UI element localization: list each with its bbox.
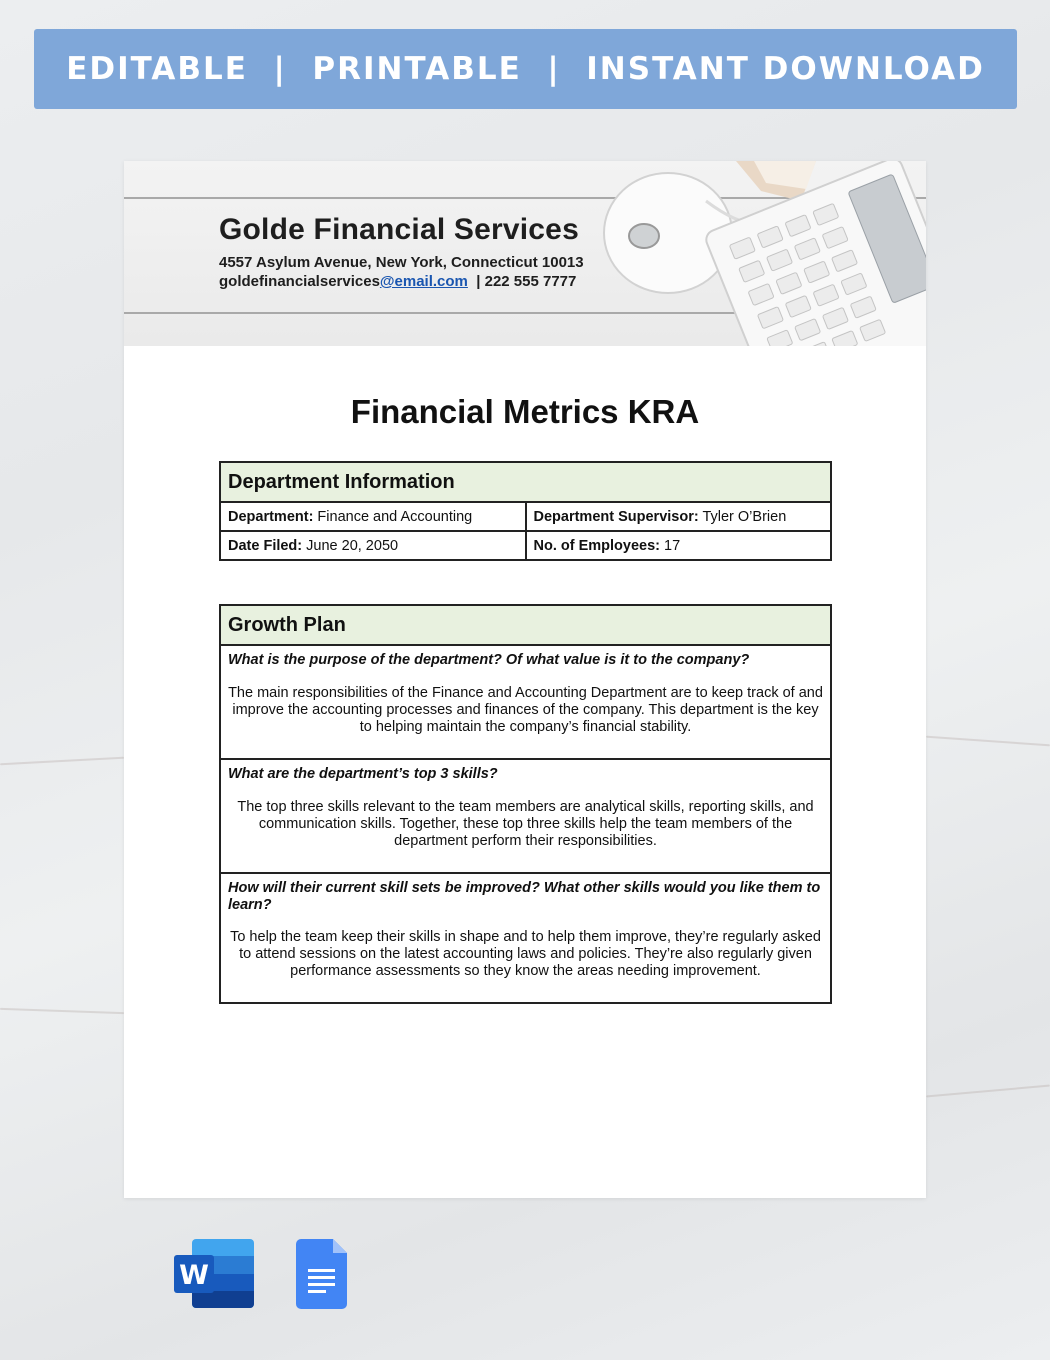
supervisor-value: Tyler O’Brien bbox=[698, 508, 787, 525]
growth-plan-section bbox=[220, 759, 831, 873]
growth-plan-question: How will their current skill sets be improved? What other skills would you like them to learn? bbox=[228, 880, 821, 913]
employees-cell bbox=[526, 531, 832, 560]
company-info bbox=[219, 213, 584, 291]
supervisor-label: Department Supervisor: bbox=[533, 508, 699, 525]
growth-plan-answer: The main responsibilities of the Finance and Accounting Department are to keep track of and improve the accounting processes and finances of the company. This department is the key to helping maintain the company’s financial stability. bbox=[228, 685, 823, 735]
letterhead-header bbox=[124, 161, 926, 346]
employees-value: 17 bbox=[660, 537, 681, 554]
date-filed-cell bbox=[220, 531, 526, 560]
growth-plan-question: What are the department’s top 3 skills? bbox=[228, 766, 498, 782]
banner-text: EDITABLE | PRINTABLE | INSTANT DOWNLOAD bbox=[66, 51, 985, 87]
word-letter: W bbox=[179, 1260, 209, 1291]
company-name: Golde Financial Services bbox=[219, 213, 579, 246]
growth-plan-section bbox=[220, 645, 831, 759]
document-title: Financial Metrics KRA bbox=[350, 393, 700, 430]
company-phone: | 222 555 7777 bbox=[472, 273, 577, 290]
mouse-wheel bbox=[629, 224, 659, 248]
growth-plan-section bbox=[220, 873, 831, 1003]
growth-plan-answer: The top three skills relevant to the team members are analytical skills, reporting skills, and communication skills. Together, these top three skills help the team members of the department perform their responsibilities. bbox=[237, 799, 814, 849]
calculator-icon bbox=[703, 161, 926, 346]
supervisor-cell bbox=[526, 502, 832, 531]
growth-plan-answer: To help the team keep their skills in shape and to help them improve, they’re regularly asked to attend sessions on the latest accounting laws and policies. They’re also regularly given performance assessments so they know the areas needing improvement. bbox=[230, 929, 821, 979]
marble-vein bbox=[926, 1085, 1050, 1098]
growth-plan-question: What is the purpose of the department? Of what value is it to the company? bbox=[228, 652, 750, 668]
calculator-mouse-photo bbox=[586, 161, 926, 346]
department-value: Finance and Accounting bbox=[313, 508, 473, 525]
department-info-table bbox=[219, 461, 832, 561]
document-page bbox=[124, 161, 926, 1198]
marble-vein bbox=[0, 1008, 124, 1014]
department-cell bbox=[220, 502, 526, 531]
department-label: Department: bbox=[228, 508, 314, 525]
marble-vein bbox=[0, 757, 124, 765]
growth-plan-heading: Growth Plan bbox=[220, 605, 831, 645]
company-contact bbox=[219, 272, 584, 291]
employees-label: No. of Employees: bbox=[533, 537, 660, 554]
date-filed-label: Date Filed: bbox=[228, 537, 303, 554]
company-address: 4557 Asylum Avenue, New York, Connecticut 10013 bbox=[219, 254, 584, 271]
email-link[interactable]: @email.com bbox=[379, 273, 468, 290]
download-banner bbox=[34, 29, 1017, 109]
date-filed-value: June 20, 2050 bbox=[302, 537, 399, 554]
email-prefix: goldefinancialservices bbox=[219, 273, 380, 290]
growth-plan-table bbox=[219, 604, 832, 1004]
marble-vein bbox=[926, 736, 1050, 747]
google-docs-icon[interactable] bbox=[296, 1239, 347, 1309]
department-info-heading: Department Information bbox=[220, 462, 831, 502]
microsoft-word-icon[interactable] bbox=[174, 1239, 254, 1308]
